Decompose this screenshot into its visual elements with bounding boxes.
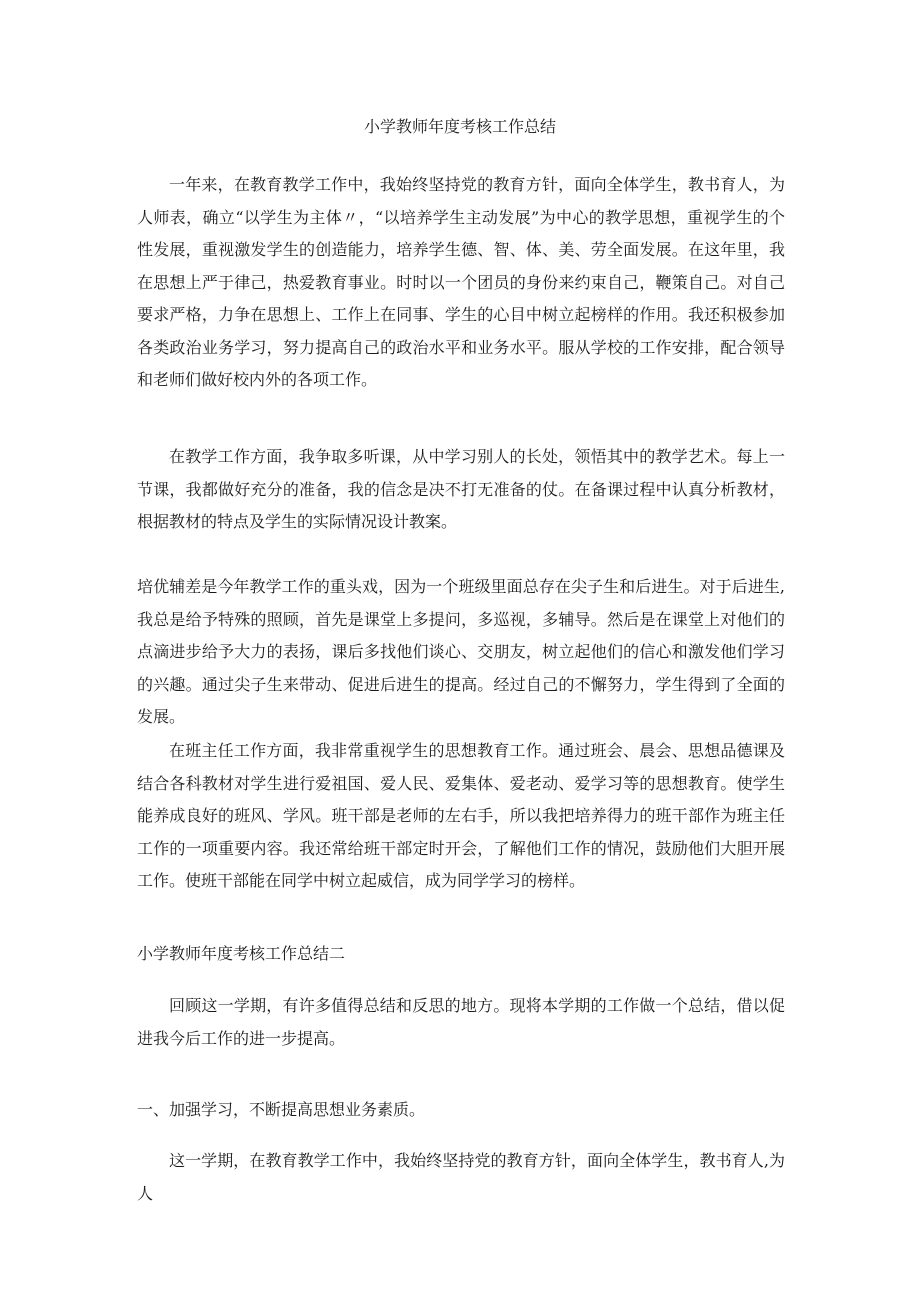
paragraph-5: 回顾这一学期，有许多值得总结和反思的地方。现将本学期的工作做一个总结，借以促进我今后工作的进一步提高。: [137, 996, 785, 1048]
paragraph-4: 在班主任工作方面，我非常重视学生的思想教育工作。通过班会、晨会、思想品德课及结合各科教材对学生进行爱祖国、爱人民、爱集体、爱老动、爱学习等的思想教育。使学生能养成良好的班风、学风。班干部是老师的左右手，所以我把培养得力的班干部作为班主任工作的一项重要内容。我还常给班干部定时开会，了解他们工作的情况，鼓励他们大胆开展工作。使班干部能在同学中树立起威信，成为同学学习的榜样。: [137, 741, 785, 890]
document-title: 小学教师年度考核工作总结: [363, 117, 556, 136]
paragraph-1: 一年来，在教育教学工作中，我始终坚持党的教育方针，面向全体学生，教书育人，为人师表，确立“以学生为主体〃，“以培养学生主动发展”为中心的教学思想，重视学生的个性发展，重视激发学生的创造能力，培养学生德、智、体、美、劳全面发展。在这年里，我在思想上严于律己，热爱教育事业。时时以一个团员的身份来约束自己，鞭策自己。对自己要求严格，力争在思想上、工作上在同事、学生的心目中树立起榜样的作用。我还积极参加各类政治业务学习，努力提高自己的政治水平和业务水平。服从学校的工作安排，配合领导和老师们做好校内外的各项工作。: [137, 175, 785, 389]
paragraph-6: 这一学期，在教育教学工作中，我始终坚持党的教育方针，面向全体学生，教书育人,为人: [137, 1151, 785, 1203]
section-heading-3: 一、加强学习，不断提高思想业务素质。: [137, 1100, 426, 1119]
paragraph-2: 在教学工作方面，我争取多听课，从中学习别人的长处，领悟其中的教学艺术。每上一节课，我都做好充分的准备，我的信念是决不打无准备的仗。在备课过程中认真分析教材，根据教材的特点及学生的实际情况设计教案。: [137, 447, 785, 531]
section-heading-2: 小学教师年度考核工作总结二: [137, 944, 346, 963]
paragraph-3: 培优辅差是今年教学工作的重头戏，因为一个班级里面总存在尖子生和后进生。对于后进生,我总是给予特殊的照顾，首先是课堂上多提问，多巡视，多辅导。然后是在课堂上对他们的点滴进步给予大力的表扬，课后多找他们谈心、交朋友，树立起他们的信心和激发他们学习的兴趣。通过尖子生来带动、促进后进生的提高。经过自己的不懈努力，学生得到了全面的发展。: [137, 577, 785, 726]
